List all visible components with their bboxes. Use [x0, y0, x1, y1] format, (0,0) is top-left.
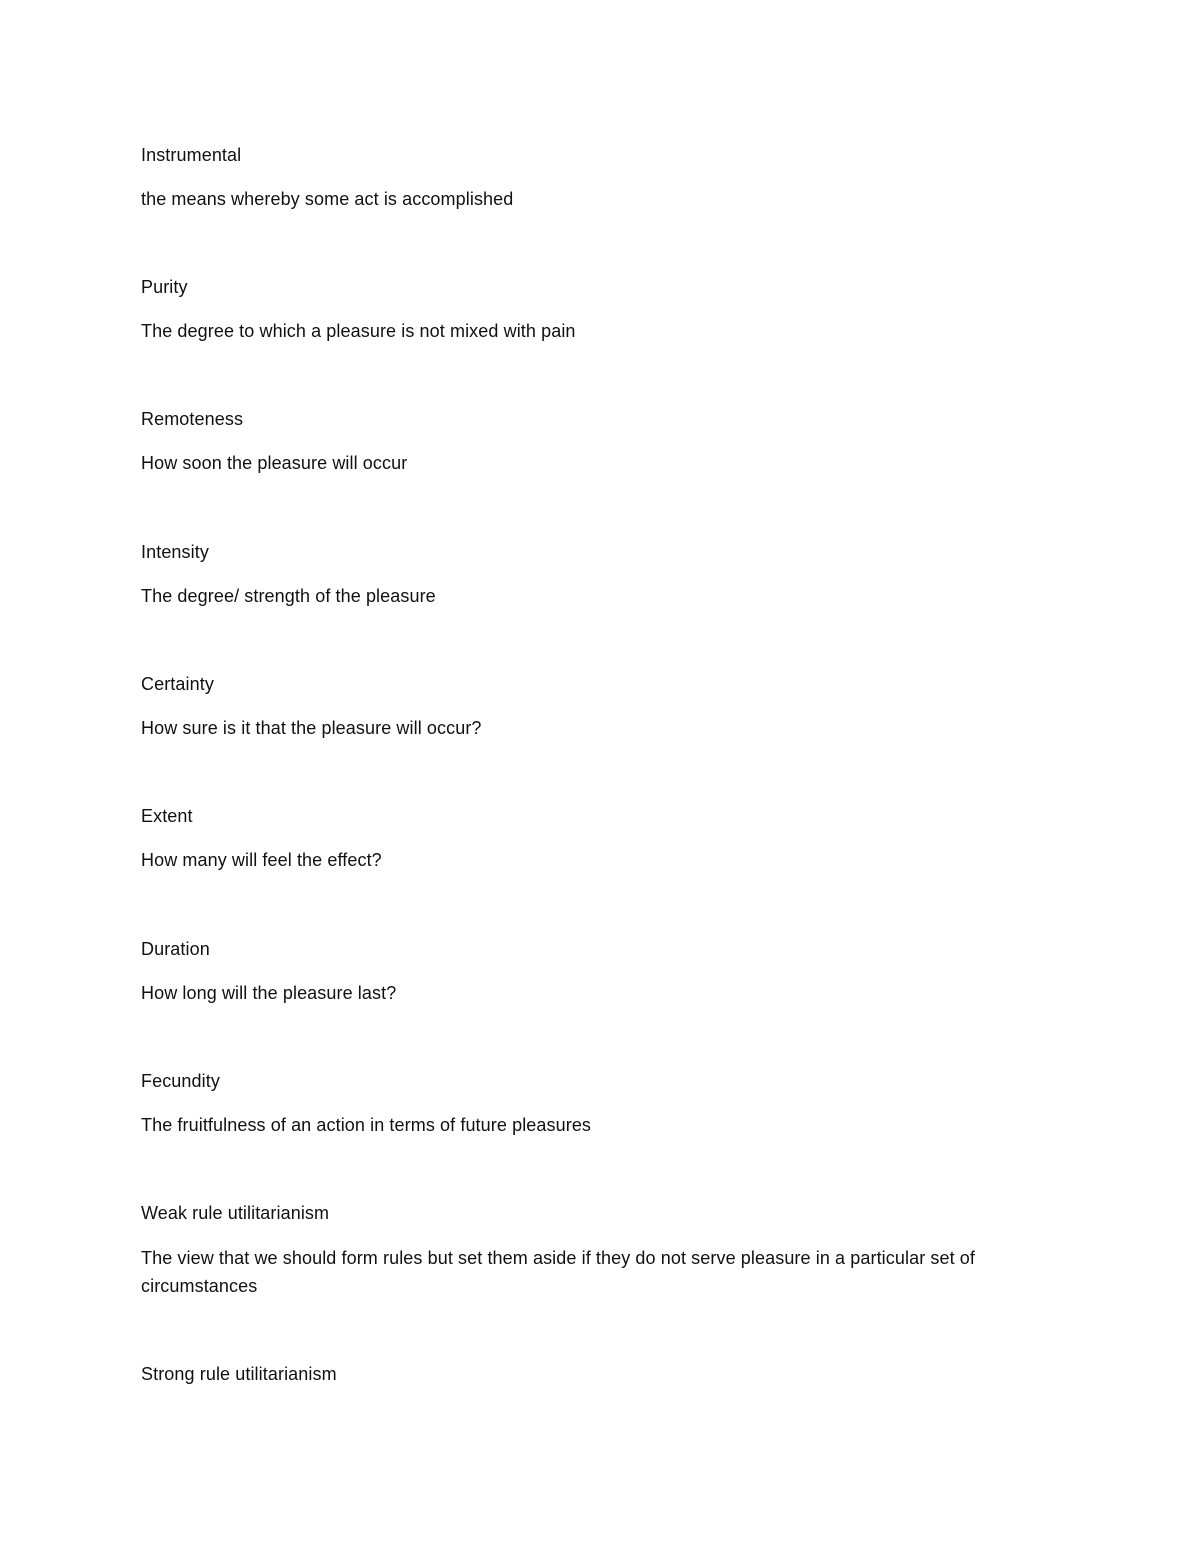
term-duration: Duration	[141, 939, 210, 959]
term-certainty: Certainty	[141, 674, 214, 694]
definition-certainty: How sure is it that the pleasure will occur?	[141, 718, 482, 738]
definition-duration: How long will the pleasure last?	[141, 983, 397, 1003]
definition-extent: How many will feel the effect?	[141, 850, 382, 870]
term-remoteness: Remoteness	[141, 409, 244, 429]
term-fecundity: Fecundity	[141, 1071, 220, 1091]
definition-fecundity: The fruitfulness of an action in terms of future pleasures	[141, 1115, 592, 1135]
definition-weak-rule-utilitarianism: The view that we should form rules but set them aside if they do not serve pleasure in a particular set of circumstances	[141, 1248, 976, 1296]
term-purity: Purity	[141, 277, 188, 297]
term-instrumental: Instrumental	[141, 145, 242, 165]
term-strong-rule-utilitarianism: Strong rule utilitarianism	[141, 1364, 337, 1384]
definition-instrumental: the means whereby some act is accomplished	[141, 189, 514, 209]
definition-remoteness: How soon the pleasure will occur	[141, 453, 408, 473]
definition-intensity: The degree/ strength of the pleasure	[141, 586, 436, 606]
term-extent: Extent	[141, 806, 193, 826]
term-intensity: Intensity	[141, 542, 209, 562]
term-weak-rule-utilitarianism: Weak rule utilitarianism	[141, 1203, 330, 1223]
definition-purity: The degree to which a pleasure is not mixed with pain	[141, 321, 576, 341]
